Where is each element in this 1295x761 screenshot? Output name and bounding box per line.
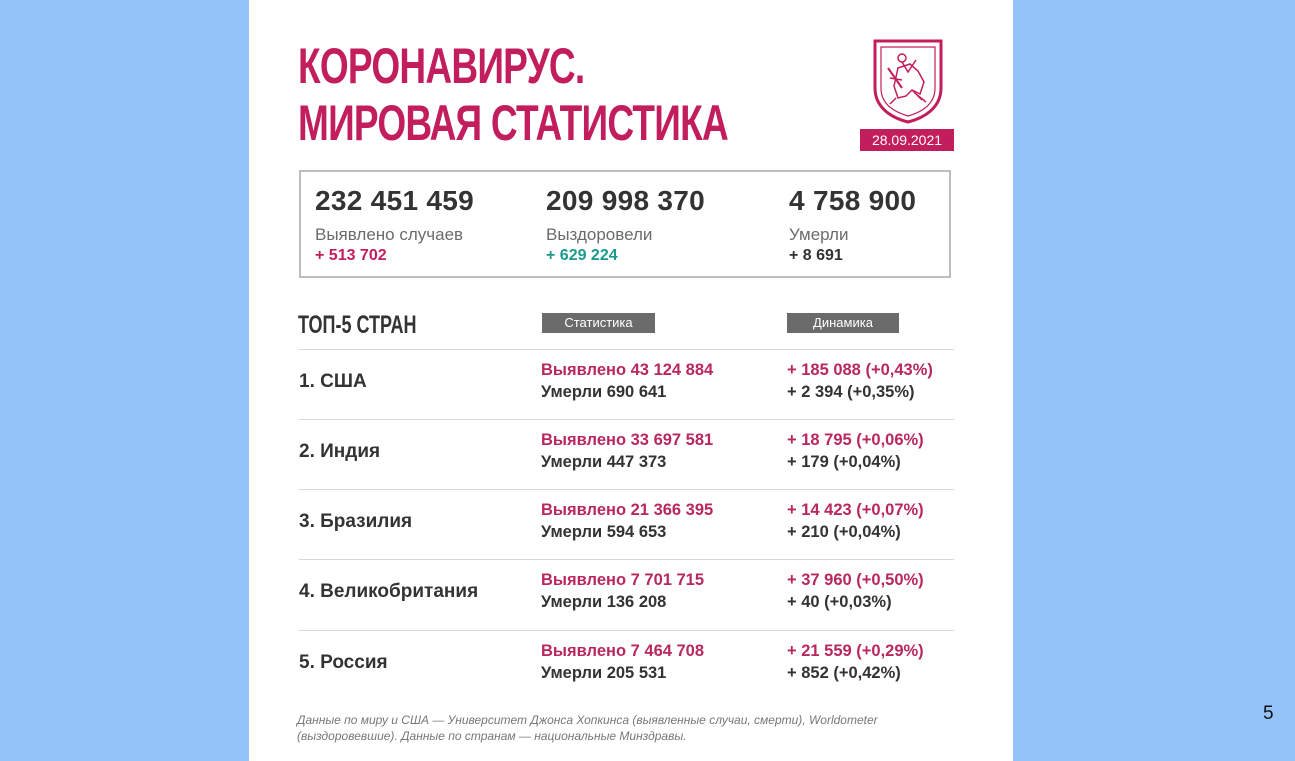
divider	[299, 349, 954, 350]
total-cases	[315, 184, 474, 267]
country-deaths-delta: + 2 394 (+0,35%)	[787, 383, 915, 401]
total-recovered-number: 209 998 370	[546, 185, 706, 216]
moscow-coat-of-arms-icon	[872, 38, 944, 124]
country-row	[299, 630, 954, 700]
total-deaths-label: Умерли	[789, 225, 849, 244]
total-deaths	[789, 184, 916, 267]
total-cases-number: 232 451 459	[315, 185, 475, 216]
total-cases-delta: + 513 702	[315, 247, 387, 264]
country-name: 1. США	[299, 371, 367, 392]
divider	[299, 489, 954, 490]
divider	[299, 419, 954, 420]
total-cases-label: Выявлено случаев	[315, 225, 464, 244]
country-cases: Выявлено 33 697 581	[541, 431, 714, 449]
divider	[299, 630, 954, 631]
total-recovered-label: Выздоровели	[546, 225, 653, 244]
country-cases: Выявлено 7 464 708	[541, 642, 705, 660]
world-totals-box	[299, 170, 951, 278]
country-cases-delta: + 37 960 (+0,50%)	[787, 571, 924, 589]
country-cases-delta: + 185 088 (+0,43%)	[787, 361, 933, 379]
country-name: 5. Россия	[299, 652, 388, 673]
country-row	[299, 559, 954, 629]
page-title	[298, 38, 728, 152]
country-deaths-delta: + 210 (+0,04%)	[787, 523, 901, 541]
country-name: 4. Великобритания	[299, 581, 479, 602]
country-cases: Выявлено 43 124 884	[541, 361, 714, 379]
source-footnote: Данные по миру и США — Университет Джонса Хопкинса (выявленные случаи, смерти), Worldometer (выздоровевшие). Данные по странам — национальные Минздравы.	[297, 713, 878, 743]
top5-heading: ТОП-5 СТРАН	[298, 311, 417, 339]
country-deaths: Умерли 690 641	[541, 383, 667, 401]
country-deaths-delta: + 40 (+0,03%)	[787, 593, 892, 611]
total-deaths-delta: + 8 691	[789, 247, 843, 264]
total-deaths-number: 4 758 900	[789, 185, 917, 216]
country-name: 3. Бразилия	[299, 511, 413, 532]
total-recovered	[546, 184, 705, 267]
country-cases: Выявлено 21 366 395	[541, 501, 714, 519]
country-row	[299, 489, 954, 559]
divider	[299, 559, 954, 560]
country-name: 2. Индия	[299, 441, 381, 462]
total-recovered-delta: + 629 224	[546, 247, 618, 264]
country-cases-delta: + 21 559 (+0,29%)	[787, 642, 924, 660]
country-deaths-delta: + 852 (+0,42%)	[787, 664, 901, 682]
title-line-2: МИРОВАЯ СТАТИСТИКА	[298, 95, 728, 151]
country-row	[299, 419, 954, 489]
country-row	[299, 349, 954, 419]
country-deaths: Умерли 594 653	[541, 523, 667, 541]
country-deaths-delta: + 179 (+0,04%)	[787, 453, 901, 471]
country-cases: Выявлено 7 701 715	[541, 571, 705, 589]
dynamics-column-header: Динамика	[787, 313, 899, 333]
country-deaths: Умерли 447 373	[541, 453, 667, 471]
country-deaths: Умерли 205 531	[541, 664, 667, 682]
country-cases-delta: + 14 423 (+0,07%)	[787, 501, 924, 519]
date-badge: 28.09.2021	[860, 129, 954, 151]
country-deaths: Умерли 136 208	[541, 593, 667, 611]
stat-column-header: Статистика	[542, 313, 655, 333]
page-number: 5	[1263, 703, 1274, 724]
title-line-1: КОРОНАВИРУС.	[298, 38, 585, 94]
infographic-card	[249, 0, 1013, 761]
country-cases-delta: + 18 795 (+0,06%)	[787, 431, 924, 449]
